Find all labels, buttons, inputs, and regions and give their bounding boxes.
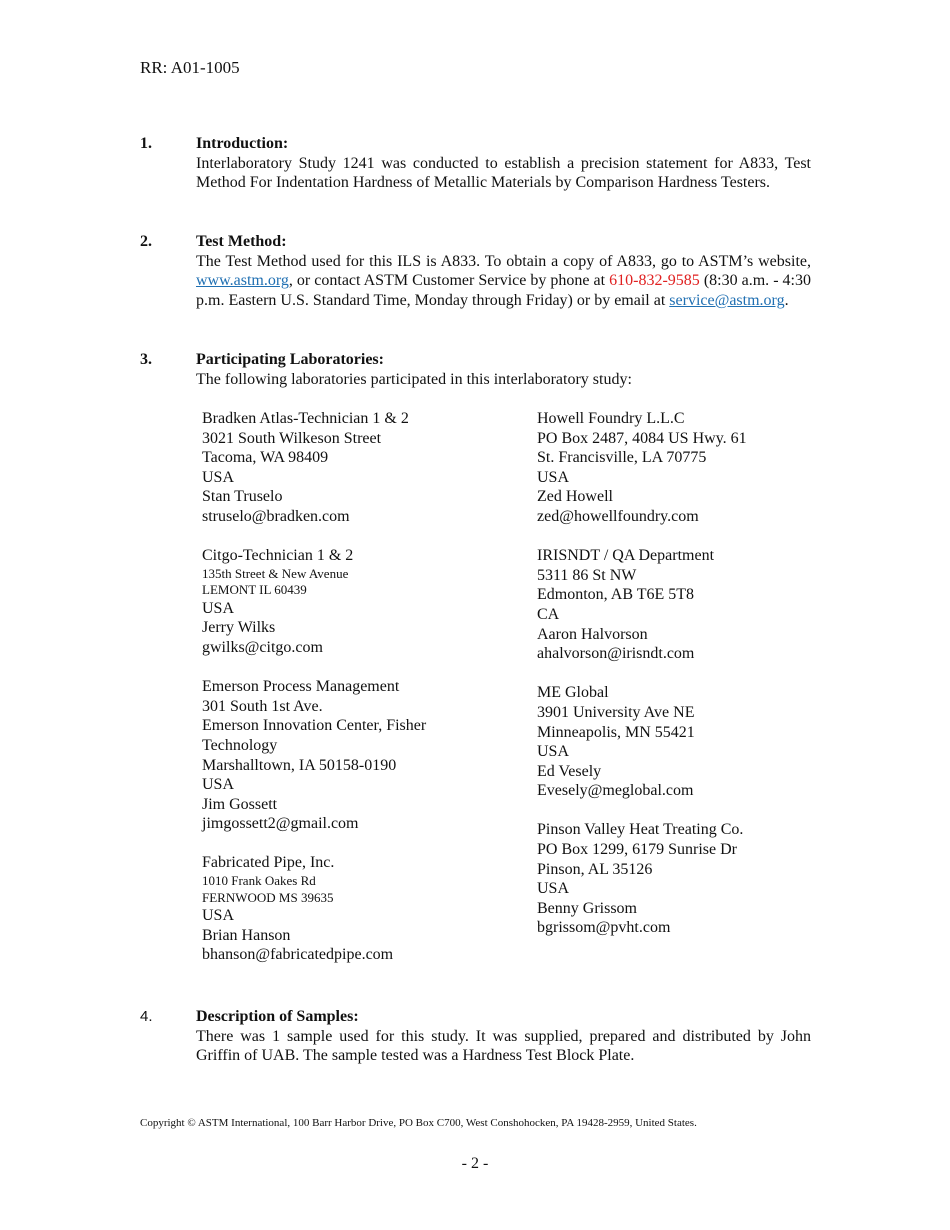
laboratory-entry xyxy=(537,683,747,801)
section-title: Participating Laboratories: xyxy=(196,351,384,368)
laboratory-detail-line: 5311 86 St NW xyxy=(537,566,637,584)
laboratory-detail-line: Tacoma, WA 98409 xyxy=(202,449,329,467)
text-fragment: . xyxy=(784,291,789,309)
section-title: Test Method: xyxy=(196,233,287,250)
laboratory-detail-line: USA xyxy=(537,880,570,898)
laboratory-detail-line: Jerry Wilks xyxy=(202,619,276,637)
laboratory-detail-line: Ed Vesely xyxy=(537,762,602,780)
laboratory-detail-line: bhanson@fabricatedpipe.com xyxy=(202,946,394,964)
laboratory-name: Citgo-Technician 1 & 2 xyxy=(202,547,354,565)
page-number: - 2 - xyxy=(461,1155,489,1172)
section-title: Description of Samples: xyxy=(196,1008,359,1025)
laboratory-detail-line: Stan Truselo xyxy=(202,488,283,506)
section-participating-laboratories xyxy=(140,350,811,389)
section-introduction xyxy=(140,134,811,193)
laboratory-detail-line: USA xyxy=(202,907,235,925)
laboratory-name: Bradken Atlas-Technician 1 & 2 xyxy=(202,410,409,427)
laboratory-entry xyxy=(202,677,426,834)
laboratory-entry xyxy=(537,409,747,527)
laboratory-detail-line: Edmonton, AB T6E 5T8 xyxy=(537,586,695,604)
section-number: 4. xyxy=(140,1008,153,1025)
laboratory-detail-line: Marshalltown, IA 50158-0190 xyxy=(202,756,397,774)
laboratory-detail-line: LEMONT IL 60439 xyxy=(202,582,307,598)
section-number: 1. xyxy=(140,135,152,152)
laboratory-entry xyxy=(537,546,747,664)
laboratory-entry xyxy=(537,820,747,938)
laboratory-detail-line: 3021 South Wilkeson Street xyxy=(202,429,382,447)
laboratories-left-column xyxy=(202,409,426,984)
laboratory-name: IRISNDT / QA Department xyxy=(537,547,715,565)
laboratory-detail-line: Evesely@meglobal.com xyxy=(537,782,694,800)
laboratory-name: Pinson Valley Heat Treating Co. xyxy=(537,821,744,839)
laboratory-entry xyxy=(202,546,426,657)
laboratory-detail-line: Minneapolis, MN 55421 xyxy=(537,723,695,741)
laboratory-detail-line: CA xyxy=(537,605,560,623)
laboratory-name: ME Global xyxy=(537,684,609,702)
service-email-link[interactable]: service@astm.org xyxy=(669,291,785,309)
laboratory-detail-line: USA xyxy=(537,743,570,761)
section-title: Introduction: xyxy=(196,135,289,152)
laboratory-detail-line: Zed Howell xyxy=(537,488,613,506)
laboratory-detail-line: ahalvorson@irisndt.com xyxy=(537,645,695,663)
laboratory-detail-line: Technology xyxy=(202,736,278,754)
laboratory-detail-line: St. Francisville, LA 70775 xyxy=(537,449,707,467)
laboratory-detail-line: USA xyxy=(202,468,235,486)
laboratory-detail-line: 135th Street & New Avenue xyxy=(202,565,349,581)
laboratory-detail-line: Pinson, AL 35126 xyxy=(537,860,653,878)
laboratory-detail-line: Emerson Innovation Center, Fisher xyxy=(202,717,427,735)
laboratory-detail-line: 1010 Frank Oakes Rd xyxy=(202,873,316,889)
laboratory-detail-line: gwilks@citgo.com xyxy=(202,638,323,656)
section-text xyxy=(196,252,811,311)
section-text: The following laboratories participated in this interlaboratory study: xyxy=(196,370,632,388)
report-id: RR: A01-1005 xyxy=(140,58,240,77)
customer-service-phone: 610-832-9585 xyxy=(609,272,700,290)
laboratory-entry xyxy=(202,409,426,527)
section-text: Interlaboratory Study 1241 was conducted to establish a precision statement for A833, Test Method For Indentation Hardness of Metallic Materials by Comparison Hardness Testers. xyxy=(196,154,811,192)
laboratory-detail-line: Benny Grissom xyxy=(537,899,637,917)
section-number: 3. xyxy=(140,351,152,368)
laboratory-detail-line: Brian Hanson xyxy=(202,926,291,944)
laboratory-detail-line: FERNWOOD MS 39635 xyxy=(202,889,334,905)
section-number: 2. xyxy=(140,233,152,250)
laboratory-detail-line: bgrissom@pvht.com xyxy=(537,919,671,937)
section-description-of-samples xyxy=(140,1007,811,1066)
laboratory-detail-line: PO Box 2487, 4084 US Hwy. 61 xyxy=(537,429,747,447)
laboratory-name: Howell Foundry L.L.C xyxy=(537,410,685,427)
laboratory-detail-line: USA xyxy=(202,776,235,794)
laboratory-detail-line: USA xyxy=(537,468,570,486)
text-fragment: (8:30 a.m. - 4:30 p.m. Eastern U.S. Standard Time, Monday through Friday) or by email at xyxy=(196,272,812,309)
astm-website-link[interactable]: www.astm.org xyxy=(196,272,289,290)
section-text: There was 1 sample used for this study. It was supplied, prepared and distributed by John Griffin of UAB. The sample tested was a Hardness Test Block Plate. xyxy=(196,1027,811,1065)
laboratory-name: Fabricated Pipe, Inc. xyxy=(202,854,335,872)
laboratory-detail-line: Aaron Halvorson xyxy=(537,625,648,643)
laboratory-detail-line: USA xyxy=(202,599,235,617)
laboratory-detail-line: zed@howellfoundry.com xyxy=(537,507,699,525)
laboratory-name: Emerson Process Management xyxy=(202,678,400,696)
text-fragment: , or contact ASTM Customer Service by phone at xyxy=(288,272,610,290)
text-fragment: The Test Method used for this ILS is A833. To obtain a copy of A833, go to ASTM’s website, xyxy=(196,252,811,270)
laboratory-detail-line: Jim Gossett xyxy=(202,795,278,813)
laboratory-detail-line: struselo@bradken.com xyxy=(202,507,350,525)
laboratory-detail-line: PO Box 1299, 6179 Sunrise Dr xyxy=(537,841,738,859)
laboratory-entry xyxy=(202,853,426,964)
copyright-footer: Copyright © ASTM International, 100 Barr Harbor Drive, PO Box C700, West Conshohocken, PA 19428-2959, United States. xyxy=(140,1117,697,1129)
laboratory-detail-line: 3901 University Ave NE xyxy=(537,703,695,721)
laboratories-right-column xyxy=(537,409,747,958)
section-test-method xyxy=(140,232,811,310)
laboratory-detail-line: 301 South 1st Ave. xyxy=(202,697,323,715)
laboratory-detail-line: jimgossett2@gmail.com xyxy=(202,815,359,833)
